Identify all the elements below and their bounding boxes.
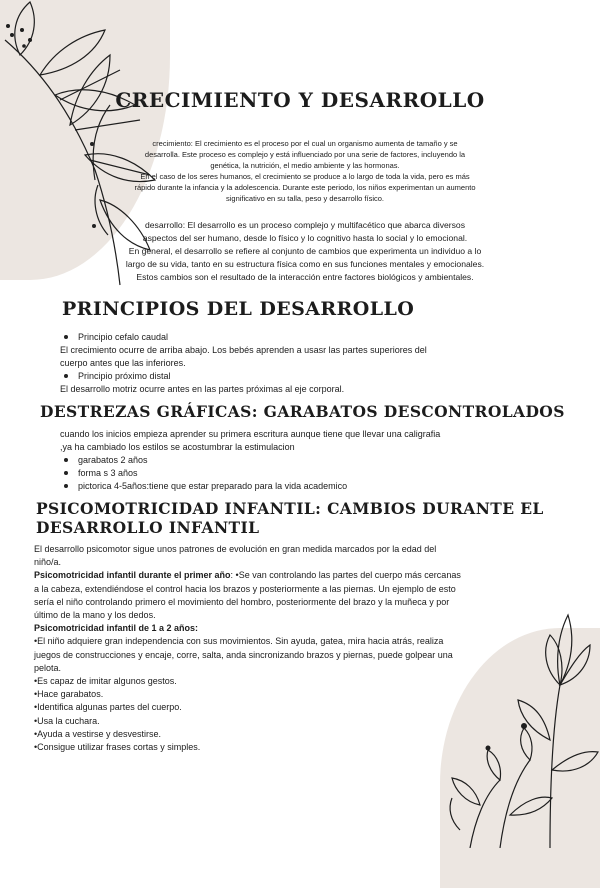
destrezas-section <box>60 428 540 493</box>
psico-heading: PSICOMOTRICIDAD INFANTIL: CAMBIOS DURANTE EL DESARROLLO INFANTIL <box>36 499 544 537</box>
bullet-icon <box>64 458 68 462</box>
desarrollo-label: desarrollo: <box>144 220 186 230</box>
crecimiento-line-6: significativo en su talla, peso y desarrollo físico. <box>226 194 384 203</box>
crecimiento-line-3: genética, la nutrición, el medio ambiente y las hormonas. <box>210 161 400 170</box>
destrezas-heading: DESTREZAS GRÁFICAS: GARABATOS DESCONTROLADOS <box>40 402 565 421</box>
principio-item-1: Principio cefalo caudal <box>60 331 520 344</box>
psico-sub1-line-2: sería el niño controlando primero el movimiento del hombro, posteriormente del brazo y la muñeca y por <box>34 596 450 607</box>
crecimiento-line-4: En el caso de los seres humanos, el crecimiento se produce a lo largo de toda la vida, pero es más <box>140 172 470 181</box>
psico-sub2-line-5: •Hace garabatos. <box>34 689 104 700</box>
bullet-icon <box>64 374 68 378</box>
desarrollo-line-4: largo de su vida, tanto en su estructura física como en sus funciones mentales y emocionales. <box>125 259 485 269</box>
psico-sub2-line-6: •Identifica algunas partes del cuerpo. <box>34 702 182 713</box>
desarrollo-line-1: desarrollo: El desarrollo es un proceso complejo y multifacético que abarca diversos <box>144 220 466 230</box>
principio-text-1-line-2: cuerpo antes que las inferiores. <box>60 358 186 368</box>
bullet-icon <box>64 471 68 475</box>
destrezas-item-1: garabatos 2 años <box>60 454 540 467</box>
psico-sub2-line-3: pelota. <box>34 662 62 673</box>
psico-sub1-line-3: último de la mano y los dedos. <box>34 610 156 621</box>
psico-intro-line-2: niño/a. <box>34 557 62 568</box>
desarrollo-line-2: aspectos del ser humano, desde lo físico y lo cognitivo hasta lo social y lo emocional. <box>142 233 468 243</box>
crecimiento-line-2: desarrolla. Este proceso es complejo y está influenciado por una serie de factores, incluyendo la <box>144 150 466 159</box>
bullet-icon <box>92 224 96 228</box>
crecimiento-label: crecimiento: <box>152 139 193 148</box>
bullet-icon <box>64 335 68 339</box>
psico-sub1-label: Psicomotricidad infantil durante el primer año <box>34 570 231 581</box>
crecimiento-line-1: crecimiento: El crecimiento es el proceso por el cual un organismo aumenta de tamaño y se <box>152 139 458 148</box>
bullet-icon <box>64 484 68 488</box>
crecimiento-block <box>100 138 510 204</box>
psico-sub2-label-line <box>34 622 534 635</box>
desarrollo-line-5: Estos cambios son el resultado de la interacción entre factores biológicos y ambientales. <box>136 272 474 282</box>
psico-sub2-line-2: juegos de construcciones y encaje, corre, salta, anda sincronizando brazos y piernas, puede golpear una <box>34 649 453 660</box>
crecimiento-line-5: rápido durante la infancia y la adolescencia. Durante este periodo, los niños experimentan un aumento <box>134 183 476 192</box>
desarrollo-block <box>80 219 530 284</box>
principios-section <box>60 331 520 396</box>
psico-sub2-line-8: •Ayuda a vestirse y desvestirse. <box>34 728 162 739</box>
psico-sub2-label: Psicomotricidad infantil de 1 a 2 años: <box>34 623 199 634</box>
principio-text-1-line-1: El crecimiento ocurre de arriba abajo. Los bebés aprenden a usasr las partes superiores del <box>60 345 427 355</box>
destrezas-item-3: pictorica 4-5años:tiene que estar preparado para la vida academico <box>60 480 540 493</box>
psico-sub1-line-1: a la cabeza, extendiéndose el control hacia los brazos y posteriormente a las piernas. Un ejemplo de esto <box>34 583 456 594</box>
destrezas-item-2: forma s 3 años <box>60 467 540 480</box>
principios-heading: PRINCIPIOS DEL DESARROLLO <box>62 298 415 320</box>
psico-sub2-line-1: •El niño adquiere gran independencia con sus movimientos. Sin ayuda, gatea, mira hacia atrás, realiza <box>34 636 444 647</box>
desarrollo-line-3: En general, el desarrollo se refiere al conjunto de cambios que experimenta un individuo a lo <box>128 246 482 256</box>
psico-intro-line-1: El desarrollo psicomotor sigue unos patrones de evolución en gran medida marcados por la edad del <box>34 544 437 554</box>
bullet-icon <box>90 142 94 146</box>
principio-item-2: Principio próximo distal <box>60 370 520 383</box>
page-title: CRECIMIENTO Y DESARROLLO <box>115 88 485 112</box>
destrezas-line-2: ,ya ha cambiado los estilos se acostumbrar la estimulacion <box>60 442 295 452</box>
psico-sub2-line-7: •Usa la cuchara. <box>34 715 100 726</box>
psico-sub1-first-line: Psicomotricidad infantil durante el primer año: •Se van controlando las partes del cuerpo más cercanas <box>34 570 461 581</box>
principio-text-2: El desarrollo motriz ocurre antes en las partes próximas al eje corporal. <box>60 384 345 394</box>
psico-sub2-line-9: •Consigue utilizar frases cortas y simples. <box>34 742 201 753</box>
psico-section <box>34 543 534 754</box>
psico-sub2-line-4: •Es capaz de imitar algunos gestos. <box>34 676 177 687</box>
destrezas-line-1: cuando los inicios empieza aprender su primera escritura aunque tiene que llevar una caligrafia <box>60 429 441 439</box>
